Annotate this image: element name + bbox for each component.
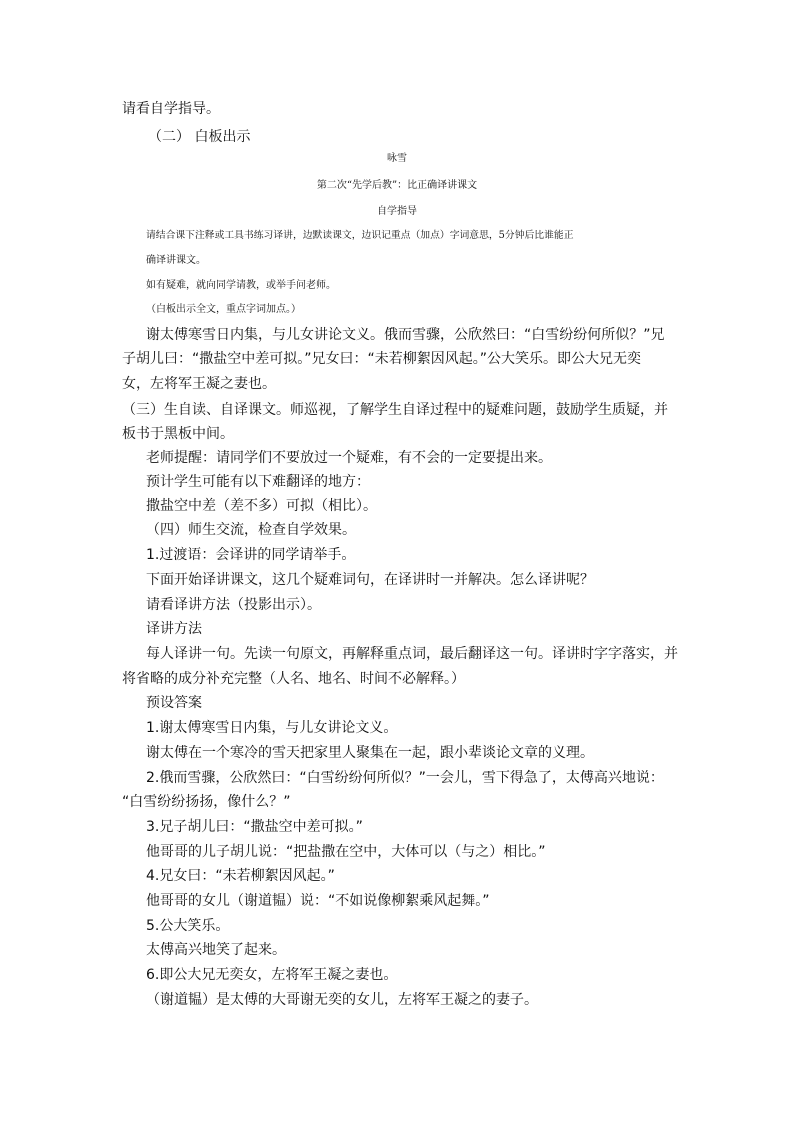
text-paragraph: 老师提醒：请同学们不要放过一个疑难，有不会的一定要提出来。 (146, 450, 552, 466)
answer-translation: 他哥哥的女儿（谢道韫）说：“不如说像柳絮乘风起舞。” (146, 893, 490, 909)
answer-translation: （谢道韫）是太傅的大哥谢无奕的女儿，左将军王凝之的妻子。 (146, 992, 538, 1008)
section-heading-2: （二） 白板出示 (148, 129, 251, 145)
text-paragraph: 谢太傅寒雪日内集，与儿女讲论文义。俄而雪骤，公欣然曰：“白雪纷纷何所似？”兄 (146, 327, 665, 343)
subheading: 预设答案 (146, 695, 202, 711)
intro-line: 请看自学指导。 (122, 101, 220, 117)
text-paragraph: 每人译讲一句。先读一句原文，再解释重点词，最后翻译这一句。译讲时字字落实，并 (146, 646, 678, 662)
slide-guide-title: 自学指导 (377, 206, 417, 217)
slide-title: 咏雪 (387, 153, 407, 164)
answer-item: 4.兄女曰：“未若柳絮因风起。” (146, 868, 335, 884)
text-paragraph: 撒盐空中差（差不多）可拟（相比）。 (146, 498, 377, 514)
text-paragraph: 下面开始译讲课文，这几个疑难词句，在译讲时一并解决。怎么译讲呢？ (146, 572, 594, 588)
text-paragraph: 女，左将军王凝之妻也。 (122, 376, 276, 392)
slide-subtitle: 第二次“先学后教”：比正确译讲课文 (316, 180, 478, 191)
slide-guide-line: 确译讲课文。 (146, 255, 206, 266)
text-paragraph: 1.过渡语：会译讲的同学请举手。 (146, 547, 356, 563)
answer-item: 2.俄而雪骤，公欣然曰：“白雪纷纷何所似？”一会儿，雪下得急了，太傅高兴地说： (146, 770, 664, 786)
answer-item: 6.即公大兄无奕女，左将军王凝之妻也。 (146, 967, 398, 983)
answer-item: 5.公大笑乐。 (146, 918, 230, 934)
text-paragraph: 将省略的成分补充完整（人名、地名、时间不必解释。） (122, 671, 465, 687)
slide-note: （白板出示全文，重点字词加点。） (146, 304, 301, 315)
answer-translation: 他哥哥的儿子胡儿说：“把盐撒在空中，大体可以（与之）相比。” (146, 844, 546, 860)
text-paragraph: 子胡儿曰：“撒盐空中差可拟。”兄女曰：“未若柳絮因风起。”公大笑乐。即公大兄无奕 (122, 351, 642, 367)
slide-guide-line: 请结合课下注释或工具书练习译讲，边默读课文，边识记重点（加点）字词意思，5分钟后比谁能正 (146, 230, 574, 241)
answer-item: 3.兄子胡儿曰：“撒盐空中差可拟。” (146, 819, 363, 835)
section-heading-3: （三）生自读、自译课文。师巡视，了解学生自译过程中的疑难问题，鼓励学生质疑，并 (122, 402, 668, 418)
subheading: 译讲方法 (146, 621, 202, 637)
text-paragraph: 预计学生可能有以下难翻译的地方： (146, 474, 370, 490)
answer-item: 1.谢太傅寒雪日内集，与儿女讲论文义。 (146, 720, 398, 736)
section-heading-4: （四）师生交流，检查自学效果。 (146, 522, 356, 538)
answer-translation: 谢太傅在一个寒冷的雪天把家里人聚集在一起，跟小辈谈论文章的义理。 (146, 745, 594, 761)
answer-translation: “白雪纷纷扬扬，像什么？” (122, 794, 291, 810)
answer-translation: 太傅高兴地笑了起来。 (146, 942, 286, 958)
text-paragraph: 板书于黑板中间。 (122, 426, 234, 442)
slide-guide-line: 如有疑难，就向同学请教，或举手问老师。 (146, 280, 336, 291)
text-paragraph: 请看译讲方法（投影出示）。 (146, 597, 321, 613)
